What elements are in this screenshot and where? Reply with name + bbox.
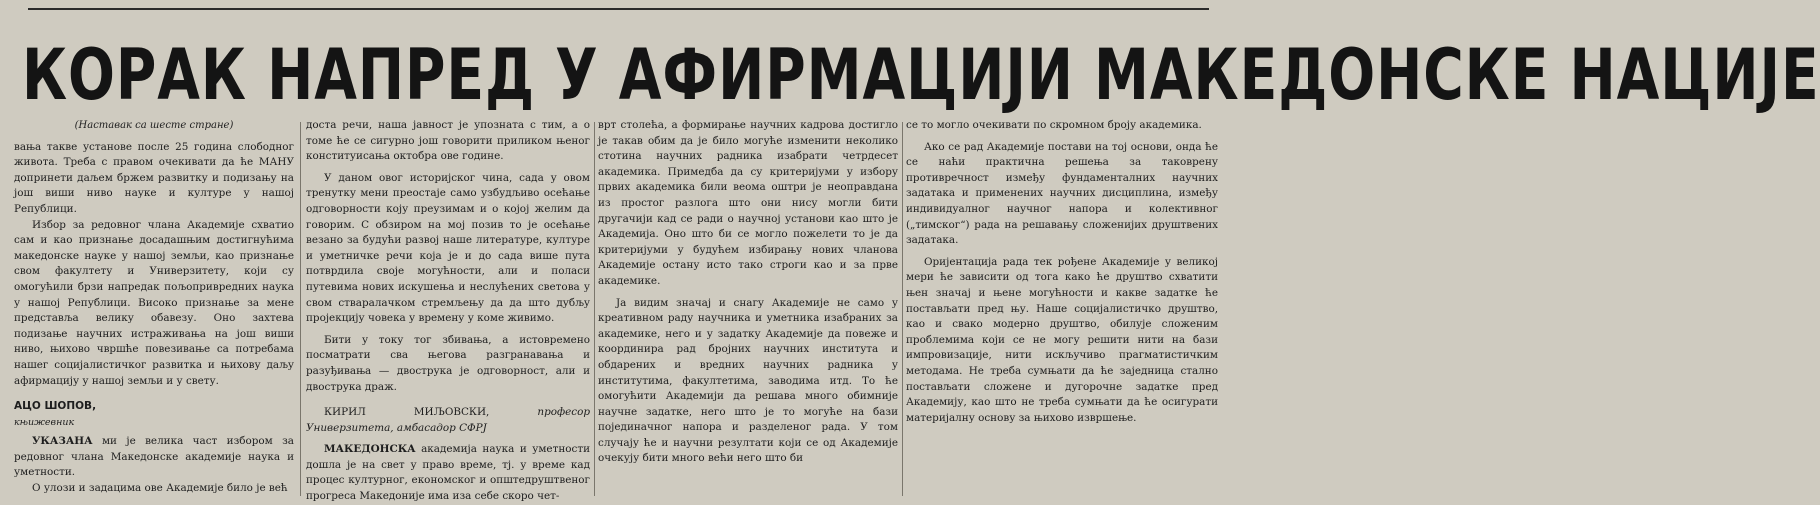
author-name: КИРИЛ МИЉОВСКИ, <box>324 406 490 419</box>
continuation-note: (Наставак са шесте стране) <box>74 120 234 131</box>
column-4 <box>906 118 1218 500</box>
paragraph-text: ми је велика част избором за редовног члана Македонске академије наука и уметности. <box>14 435 294 479</box>
lead-word: УКАЗАНА <box>32 435 93 448</box>
paragraph: доста речи, наша јавност је упозната с тим, а о томе ће се сигурно још говорити приликом њеног конституисања октобра ове године. <box>306 119 590 163</box>
column-3 <box>598 118 898 500</box>
author-signature <box>306 405 590 436</box>
author-role: књижевник <box>14 416 75 428</box>
paragraph: се то могло очекивати по скромном броју академика. <box>906 119 1202 131</box>
headline: КОРАК НАПРЕД У АФИРМАЦИЈИ МАКЕДОНСКЕ НАЦИЈЕ <box>22 33 1820 117</box>
paragraph: У даном овог историјског чина, сада у овом тренутку мени преостаје само узбудљиво осећање одговорности коју преузимам и о којој желим да говорим. С обзиром на мој позив то је осећање везано за будући развој наше литературе, културе и уметничке речи која је и до сада више пута потврдила своје могућности, али и поласи путевима нових искушења и неслућених светова у свом стваралачком стремљењу да да што дубљу пројекцију човека у времену у коме живимо. <box>306 171 590 325</box>
top-rule <box>28 8 1209 10</box>
paragraph: О улози и задацима ове Академије било је већ <box>32 482 288 495</box>
paragraph: вања такве установе после 25 година слободног живота. Треба с правом очекивати да ће МАНУ допринети даљем бржем развитку и подизању на још виши ниво науке и културе у нашој Републици. <box>14 140 294 215</box>
paragraph <box>306 442 590 504</box>
column-1 <box>14 118 294 500</box>
column-divider <box>300 122 301 496</box>
paragraph-text: академија наука и уметности дошла је на свет у право време, тј. у време кад процес културног, економског и општедруштвеног прогреса Македоније има иза себе скоро чет- <box>306 443 590 503</box>
lead-word: МАКЕДОНСКА <box>324 443 416 456</box>
author-name: АЦО ШОПОВ, <box>14 400 97 413</box>
column-divider <box>594 122 595 496</box>
paragraph: Оријентација рада тек рођене Академије у великој мери ће зависити од тога како ће друштво схватити њен значај и њене могућности и какве задатке ће постављати пред њу. Наше социјалистичко друштво, као и свако модерно друштво, обилује сложеним проблемима који се не могу решити нити на бази импровизације, нити искључиво прагматистичким методама. Не треба сумњати да ће заједница стално постављати сложене и дугорочне задатке пред Академију, као што не треба сумњати да ће осигурати материјалну основу за њихово извршење. <box>906 255 1218 424</box>
paragraph: Ја видим значај и снагу Академије не само у креативном раду научника и уметника изабраних за академике, него и у задатку Академије да повеже и координира рад бројних научних института и обдарених и вредних научних радника у институтима, факултетима, заводима итд. То ће омогућити Академији да решава много обимније научне задатке, него што је то могуће на бази појединачног напора и разделеног рада. У том случају ће и научни резултати који се од Академије очекују бити много већи него што би <box>598 296 898 465</box>
column-2 <box>306 118 590 503</box>
paragraph <box>14 434 294 481</box>
paragraph: Избор за редовног члана Академије схватио сам и као признање досадашњим достигнућима македонске науке у нашој земљи, као признање свом факултету и Универзитету, који су омогућили брзи напредак пољопривредних наука у нашој Републици. Високо признање за мене представља велику обавезу. Оно захтева подизање научних истраживања на још виши ниво, њихово чвршће повезивање са потребама нашег социјалистичког развитка и њихову даљу афирмацију у нашој земљи и у свету. <box>14 218 294 387</box>
column-divider <box>902 122 903 496</box>
paragraph: Ако се рад Академије постави на тој основи, онда ће се наћи практична решења за таковрену противречност између фундаменталних научних задатака и применених научних дисциплина, између индивидуалног научног напора и колективног („тимског“) рада на решавању сложенијих друштвених задатака. <box>906 140 1218 247</box>
paragraph: Бити у току тог збивања, а истовремено посматрати сва његова разгранавања и разуђивања — двострука је одговорност, али и двострука драж. <box>306 333 590 393</box>
paragraph: врт столећа, а формирање научних кадрова достигло је такав обим да је било могуће изменити неколико стотина научних радника изабрати четрдесет академика. Примедба да су критеријуми у избору првих академика били веома оштри је неоправдана из простог разлога што они нису могли бити другачији кад се ради о научној установи као што је Академија. Оно што би се могло пожелети то је да критеријуми у будућем избирању нових чланова Академије остану исто тако строги као и за прве академике. <box>598 119 898 287</box>
author-role: професор Универзитета, амбасадор СФРЈ <box>306 406 590 434</box>
